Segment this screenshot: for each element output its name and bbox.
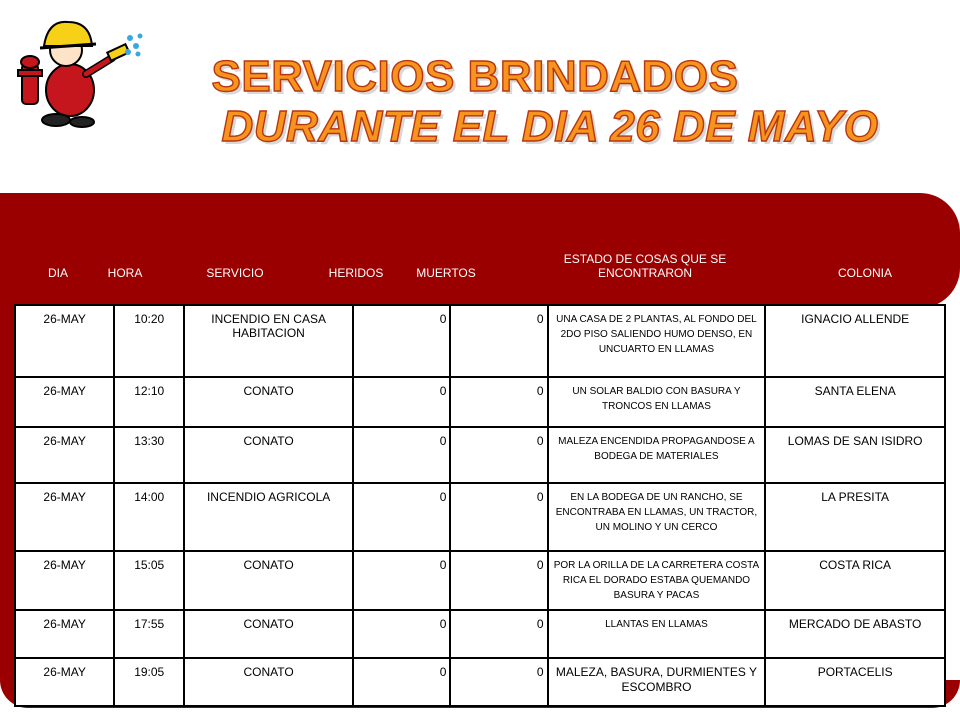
- cell-estado: MALEZA ENCENDIDA PROPAGANDOSE A BODEGA DE MATERIALES: [548, 427, 766, 483]
- cell-hora: 13:30: [114, 427, 184, 483]
- table-row: [15, 658, 945, 706]
- cell-muertos: 0: [450, 658, 547, 706]
- cell-heridos: 0: [353, 377, 450, 427]
- cell-hora: 10:20: [114, 305, 184, 377]
- cell-colonia: MERCADO DE ABASTO: [765, 610, 945, 658]
- cell-estado: MALEZA, BASURA, DURMIENTES Y ESCOMBRO: [548, 658, 766, 706]
- table-row: [15, 610, 945, 658]
- header-hora: HORA: [107, 266, 143, 280]
- cell-colonia: COSTA RICA: [765, 551, 945, 610]
- table-row: [15, 551, 945, 610]
- cell-servicio: CONATO: [184, 377, 353, 427]
- cell-muertos: 0: [450, 610, 547, 658]
- cell-estado: EN LA BODEGA DE UN RANCHO, SE ENCONTRABA EN LLAMAS, UN TRACTOR, UN MOLINO Y UN CERCO: [548, 483, 766, 551]
- cell-colonia: PORTACELIS: [765, 658, 945, 706]
- cell-hora: 19:05: [114, 658, 184, 706]
- header-dia: DIA: [47, 266, 68, 280]
- cell-dia: 26-MAY: [15, 377, 114, 427]
- header-servicio: SERVICIO: [206, 266, 264, 280]
- title-line1: SERVICIOS BRINDADOS: [211, 52, 739, 101]
- header-estado: ESTADO DE COSAS QUE SE ENCONTRARON: [563, 252, 727, 280]
- cell-heridos: 0: [353, 610, 450, 658]
- header-colonia: COLONIA: [837, 266, 892, 280]
- cell-heridos: 0: [353, 483, 450, 551]
- cell-estado: LLANTAS EN LLAMAS: [548, 610, 766, 658]
- header-muertos: MUERTOS: [416, 266, 476, 280]
- cell-estado: UN SOLAR BALDIO CON BASURA Y TRONCOS EN LLAMAS: [548, 377, 766, 427]
- table-row: [15, 483, 945, 551]
- header-banner: [10, 193, 960, 308]
- cell-hora: 14:00: [114, 483, 184, 551]
- cell-colonia: LA PRESITA: [765, 483, 945, 551]
- cell-dia: 26-MAY: [15, 551, 114, 610]
- cell-heridos: 0: [353, 551, 450, 610]
- cell-muertos: 0: [450, 427, 547, 483]
- table-row: [15, 427, 945, 483]
- cell-heridos: 0: [353, 658, 450, 706]
- header-heridos: HERIDOS: [328, 266, 384, 280]
- table-row: [15, 305, 945, 377]
- cell-dia: 26-MAY: [15, 483, 114, 551]
- table-row: [15, 377, 945, 427]
- cell-colonia: LOMAS DE SAN ISIDRO: [765, 427, 945, 483]
- cell-servicio: CONATO: [184, 610, 353, 658]
- cell-dia: 26-MAY: [15, 305, 114, 377]
- cell-muertos: 0: [450, 483, 547, 551]
- cell-servicio: CONATO: [184, 551, 353, 610]
- cell-dia: 26-MAY: [15, 427, 114, 483]
- cell-muertos: 0: [450, 551, 547, 610]
- cell-servicio: INCENDIO EN CASA HABITACION: [184, 305, 353, 377]
- cell-dia: 26-MAY: [15, 610, 114, 658]
- cell-hora: 12:10: [114, 377, 184, 427]
- services-table: [14, 304, 946, 707]
- cell-servicio: CONATO: [184, 427, 353, 483]
- cell-heridos: 0: [353, 427, 450, 483]
- cell-dia: 26-MAY: [15, 658, 114, 706]
- cell-hora: 17:55: [114, 610, 184, 658]
- cell-colonia: IGNACIO ALLENDE: [765, 305, 945, 377]
- cell-heridos: 0: [353, 305, 450, 377]
- cell-estado: UNA CASA DE 2 PLANTAS, AL FONDO DEL 2DO PISO SALIENDO HUMO DENSO, EN UNCUARTO EN LLAMAS: [548, 305, 766, 377]
- cell-servicio: INCENDIO AGRICOLA: [184, 483, 353, 551]
- title-line2: DURANTE EL DIA 26 DE MAYO: [221, 102, 879, 151]
- cell-muertos: 0: [450, 377, 547, 427]
- cell-colonia: SANTA ELENA: [765, 377, 945, 427]
- cell-estado: POR LA ORILLA DE LA CARRETERA COSTA RICA EL DORADO ESTABA QUEMANDO BASURA Y PACAS: [548, 551, 766, 610]
- cell-muertos: 0: [450, 305, 547, 377]
- cell-servicio: CONATO: [184, 658, 353, 706]
- cell-hora: 15:05: [114, 551, 184, 610]
